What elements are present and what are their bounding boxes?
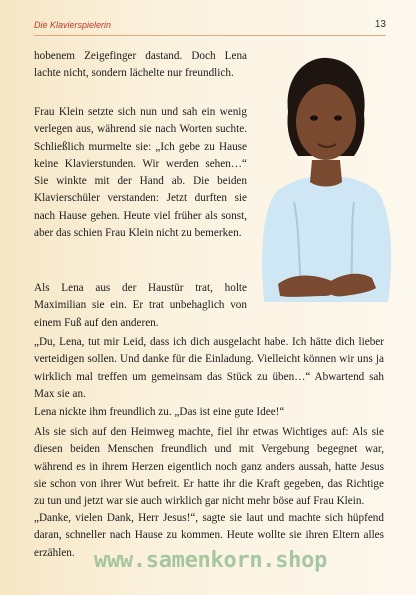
page-number: 13 (374, 19, 386, 30)
girl-illustration (254, 52, 399, 310)
watermark: www.samenkorn.shop (94, 548, 328, 573)
paragraph-5: Lena nickte ihm freundlich zu. „Das ist eine gute Idee!“ (34, 406, 285, 418)
paragraph-3: Als Lena aus der Haustür trat, holte Maximilian sie ein. Er trat unbehaglich von einem Fuß auf den anderen. (34, 282, 247, 329)
neck (310, 160, 342, 187)
paragraph-7: „Danke, vielen Dank, Herr Jesus!“, sagte sie laut und machte sich hüpfend daran, schneller nach Hause zu kommen. Heute wollte sie ihren Eltern alles erzählen. (34, 512, 384, 559)
girl-portrait-image (254, 52, 399, 310)
paragraph-4: „Du, Lena, tut mir Leid, dass ich dich ausgelacht habe. Ich hätte dich lieber verteidigen sollen. Und danke für die Einladung. Vielleicht können wir uns ja wirklich mal treffen um gemeinsam das Stück zu üben…“ Abwartend sah Max sie an. (34, 336, 384, 400)
paragraph-1: hobenem Zeigefinger dastand. Doch Lena lachte nicht, sondern lächelte nur freundlich. (34, 50, 247, 80)
running-title: Die Klavierspielerin (34, 20, 112, 30)
left-eye (310, 115, 318, 120)
paragraph-6: Als sie sich auf den Heimweg machte, fiel ihr etwas Wichtiges auf: Als sie diesen beiden Menschen freundlich und mit Vergebung begegnet war, während es in ihrem Herzen eigentlich noch ganz anders aussah, hatte Jesus sie schon von ihrer Wut befreit. Er hatte ihr die Kraft gegeben, das Richtige zu tun und jetzt war sie auch wirklich gar nicht mehr böse auf Frau Klein. (34, 426, 384, 508)
header-rule (34, 35, 386, 36)
face (296, 84, 356, 160)
right-eye (334, 115, 342, 120)
paragraph-2: Frau Klein setzte sich nun und sah ein wenig verlegen aus, während sie nach Worten suchte. Schließlich murmelte sie: „Ich gebe zu Hause keine Klavierstunden. Wir werden sehen…“ Sie winkte mit der Hand ab. Die beiden Klavierschüler verstanden: Jetzt durften sie nach Hause gehen. Heute viel früher als sonst, aber das schien Frau Klein nicht zu bemerken. (34, 106, 247, 240)
